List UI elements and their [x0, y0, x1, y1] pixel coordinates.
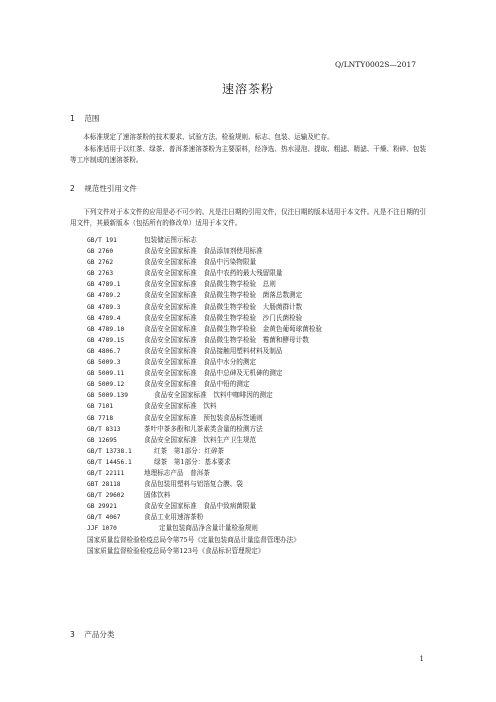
reference-code: GB 4806.7 — [87, 347, 121, 355]
reference-title: 食品安全国家标准 食品中致病菌限量 — [144, 502, 257, 511]
reference-item — [87, 368, 322, 379]
reference-title: 茶叶中茶多酚和儿茶素类含量的检测方法 — [144, 424, 263, 433]
reference-code: GB 2763 — [87, 270, 114, 278]
reference-item — [87, 279, 322, 290]
section-heading-scope — [70, 113, 99, 124]
reference-title: 食品安全国家标准 食品微生物学检验 大肠菌群计数 — [144, 302, 303, 311]
section-heading-classification — [70, 629, 114, 640]
section-heading-references — [70, 183, 137, 194]
reference-item — [87, 479, 322, 490]
reference-code: GB 4789.3 — [87, 303, 121, 311]
reference-title: 地理标志产品 普洱茶 — [144, 468, 210, 477]
reference-code: JJF 1070 — [87, 525, 117, 533]
reference-item — [87, 390, 322, 401]
reference-item — [87, 446, 322, 457]
reference-title: 食品安全国家标准 饮料 — [144, 402, 217, 411]
reference-item — [87, 468, 322, 479]
section-number: 3 — [70, 630, 75, 639]
reference-title: 食品包装用塑料与铝箔复合膜、袋 — [144, 480, 243, 489]
reference-title: 食品安全国家标准 食品中总砷及无机砷的测定 — [144, 369, 283, 378]
reference-item — [87, 457, 322, 468]
reference-title: 食品安全国家标准 饮料生产卫生规范 — [144, 435, 257, 444]
references-intro: 下列文件对于本文件的应用是必不可少的。凡是注日期的引用文件，仅注日期的版本适用于本文件。凡是不注日期的引用文件，其最新版本（包括所有的修改单）适用于本文件。 — [70, 208, 427, 227]
reference-title: 绿茶 第1部分：基本要求 — [154, 457, 231, 466]
reference-item — [87, 435, 322, 446]
reference-item — [87, 401, 322, 412]
reference-item — [87, 246, 322, 257]
reference-code: GB 7718 — [87, 414, 114, 422]
reference-code: GB/T 191 — [87, 237, 117, 244]
section-number: 1 — [70, 114, 75, 123]
reference-title: 食品安全国家标准 食品微生物学检验 菌落总数测定 — [144, 291, 303, 300]
reference-title: 食品安全国家标准 预包装食品标签通则 — [144, 413, 263, 422]
reference-code: GB/T 22111 — [87, 469, 125, 477]
reference-item — [87, 512, 322, 523]
reference-title: 食品安全国家标准 食品微生物学检验 总则 — [144, 280, 276, 289]
reference-item — [87, 302, 322, 313]
reference-item — [87, 424, 322, 435]
reference-item — [87, 413, 322, 424]
reference-item — [87, 346, 322, 357]
reference-code: GB 29921 — [87, 503, 117, 511]
reference-item — [87, 290, 322, 301]
reference-title: 食品安全国家标准 食品中铅的测定 — [144, 380, 250, 389]
reference-title: 食品安全国家标准 食品微生物学检验 金黄色葡萄球菌检验 — [144, 324, 323, 333]
reference-code: GB 4789.15 — [87, 336, 125, 344]
reference-item — [87, 357, 322, 368]
section-title: 产品分类 — [84, 630, 115, 639]
reference-code: GBT 28118 — [87, 481, 121, 489]
reference-code: GB 7101 — [87, 403, 114, 411]
reference-title: 红茶 第1部分：红碎茶 — [154, 446, 225, 455]
reference-code: GB 5009.139 — [87, 392, 128, 400]
reference-title: 食品安全国家标准 饮料中咖啡因的测定 — [154, 391, 273, 400]
reference-code: GB 5009.12 — [87, 381, 125, 389]
section-number: 2 — [70, 184, 75, 193]
reference-item — [87, 257, 322, 268]
reference-code: GB 4789.2 — [87, 292, 121, 300]
reference-title: 食品安全国家标准 食品中水分的测定 — [144, 358, 257, 367]
page-number: 1 — [419, 655, 424, 663]
regulation-reference: 国家质量监督检验检疫总局令第123号《食品标识管理规定》 — [87, 546, 265, 555]
reference-list — [87, 235, 322, 557]
reference-item — [87, 490, 322, 501]
regulation-reference: 国家质量监督检验检疫总局令第75号《定量包装商品计量监督管理办法》 — [87, 535, 300, 544]
reference-title: 包装储运图示标志 — [144, 236, 197, 244]
reference-code: GB 2760 — [87, 248, 114, 256]
reference-code: GB/T 14456.1 — [87, 458, 132, 466]
reference-item — [87, 501, 322, 512]
reference-code: GB/T 4067 — [87, 514, 121, 522]
reference-code: GB 4789.1 — [87, 281, 121, 289]
reference-title: 食品安全国家标准 食品接触用塑料材料及制品 — [144, 346, 283, 355]
reference-code: GB/T 29602 — [87, 492, 125, 500]
reference-title: 食品工业用速溶茶粉 — [144, 513, 204, 522]
reference-title: 食品安全国家标准 食品中污染物限量 — [144, 258, 257, 267]
scope-paragraph-2: 本标准适用于以红茶、绿茶、普洱茶速溶茶粉为主要原料，经净选、热水浸泡、提取、粗滤、精滤、干燥、粉碎、包装等工序制成的速溶茶粉。 — [70, 145, 427, 164]
section-title: 规范性引用文件 — [84, 184, 137, 193]
reference-title: 食品安全国家标准 食品添加剂使用标准 — [144, 247, 263, 256]
reference-title: 定量包装商品净含量计量检验规则 — [159, 524, 258, 533]
reference-item — [87, 335, 322, 346]
reference-item — [87, 379, 322, 390]
reference-item — [87, 324, 322, 335]
reference-title: 食品安全国家标准 食品中农药的最大残留限量 — [144, 269, 283, 278]
reference-code: GB 5009.3 — [87, 359, 121, 367]
reference-code: GB/T 13738.1 — [87, 447, 132, 455]
reference-item — [87, 523, 322, 534]
reference-code: GB 5009.11 — [87, 370, 125, 378]
reference-title: 食品安全国家标准 食品微生物学检验 霉菌和酵母计数 — [144, 335, 309, 344]
standard-code: Q/LNTY0002S—2017 — [335, 60, 416, 69]
reference-code: GB/T 8313 — [87, 425, 121, 433]
reference-title: 食品安全国家标准 食品微生物学检验 沙门氏菌检验 — [144, 313, 303, 322]
reference-code: GB 4789.4 — [87, 314, 121, 322]
reference-item — [87, 268, 322, 279]
document-title: 速溶茶粉 — [221, 82, 274, 96]
reference-code: GB 2762 — [87, 259, 114, 267]
reference-item — [87, 235, 322, 246]
reference-code: GB 12695 — [87, 436, 117, 444]
scope-paragraph-1: 本标准规定了速溶茶粉的技术要求、试验方法、检验规则、标志、包装、运输及贮存。 — [83, 133, 334, 141]
reference-code: GB 4789.10 — [87, 325, 125, 333]
section-title: 范围 — [84, 114, 100, 123]
reference-item — [87, 313, 322, 324]
reference-title: 固体饮料 — [144, 491, 171, 500]
